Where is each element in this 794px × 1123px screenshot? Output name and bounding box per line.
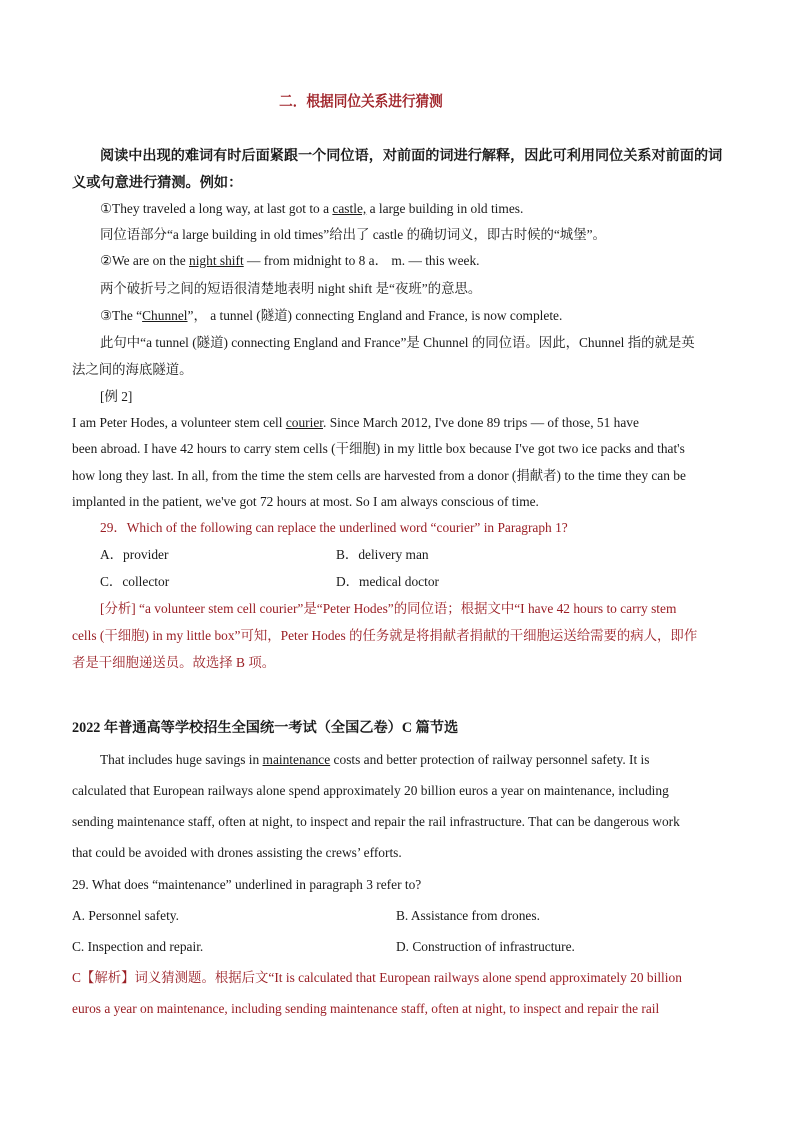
example-3-underlined-word: Chunnel [142, 308, 188, 323]
passage-1-pre: I am Peter Hodes, a volunteer stem cell [72, 415, 286, 430]
analysis-line-2: cells (干细胞) in my little box”可知，Peter Hodes 的任务就是将捐献者捐献的干细胞运送给需要的病人，即作 [72, 628, 698, 643]
example-3-sentence [100, 307, 562, 325]
intro-line-2: 义或句意进行猜测。例如： [72, 175, 243, 191]
passage-line-4: implanted in the patient, we've got 72 hours at most. So I am always conscious of time. [72, 494, 539, 509]
exam-option-d: D. Construction of infrastructure. [396, 939, 575, 954]
exam-heading: 2022 年普通高等学校招生全国统一考试（全国乙卷）C 篇节选 [72, 720, 459, 736]
example-3-note-2: 法之间的海底隧道。 [72, 362, 193, 377]
exam-passage-line-3: sending maintenance staff, often at night, to inspect and repair the rail infrastructure. That can be dangerous work [72, 814, 680, 829]
exam-question-29: 29. What does “maintenance” underlined in paragraph 3 refer to? [72, 877, 422, 892]
passage-line-3: how long they last. In all, from the time the stem cells are harvested from a donor (捐献者) to the time they can be [72, 468, 686, 483]
example-1-marker: ① [100, 201, 113, 216]
option-a: A．provider [100, 547, 169, 562]
passage-1-post: . Since March 2012, I've done 89 trips — of those, 51 have [323, 415, 639, 430]
courier-underlined: courier [285, 415, 323, 430]
exam-option-b: B. Assistance from drones. [396, 908, 540, 923]
example-1-post: a large building in old times. [366, 201, 524, 216]
exam-passage-line-4: that could be avoided with drones assisting the crews’ efforts. [72, 845, 402, 860]
option-c: C．collector [100, 574, 170, 589]
example-1-sentence [100, 200, 523, 218]
intro-line-1: 阅读中出现的难词有时后面紧跟一个同位语，对前面的词进行解释，因此可利用同位关系对前面的词 [100, 148, 723, 164]
exam-passage-line-2: calculated that European railways alone spend approximately 20 billion euros a year on maintenance, including [72, 783, 669, 798]
option-b: B．delivery man [336, 547, 429, 562]
question-29: 29．Which of the following can replace the underlined word “courier” in Paragraph 1? [100, 520, 568, 535]
section-title: 二．根据同位关系进行猜测 [279, 94, 443, 110]
analysis-line-1: [分析] “a volunteer stem cell courier”是“Peter Hodes”的同位语；根据文中“I have 42 hours to carry stem [100, 601, 677, 616]
exam-option-a: A. Personnel safety. [72, 908, 179, 923]
example-3-pre: The “ [112, 308, 143, 323]
example-2-underlined-word: night shift [189, 253, 244, 268]
maintenance-underlined: maintenance [262, 752, 331, 767]
example-1-note: 同位语部分“a large building in old times”给出了 castle 的确切词义，即古时候的“城堡”。 [100, 227, 606, 242]
example-2-pre: We are on the [112, 253, 190, 268]
example-label: [例 2] [100, 389, 133, 404]
example-2-note: 两个破折号之间的短语很清楚地表明 night shift 是“夜班”的意思。 [100, 281, 482, 296]
example-2-post: — from midnight to 8 a． m. — this week. [243, 253, 480, 268]
option-d: D．medical doctor [336, 574, 439, 589]
analysis-line-3: 者是干细胞递送员。故选择 B 项。 [72, 655, 276, 670]
exam-answer-line-1: C【解析】词义猜测题。根据后文“It is calculated that European railways alone spend approximately 20 billion [72, 970, 682, 985]
example-1-pre: They traveled a long way, at last got to a [112, 201, 333, 216]
exam-answer-line-2: euros a year on maintenance, including sending maintenance staff, often at night, to inspect and repair the rail [72, 1001, 660, 1016]
passage-line-1 [72, 414, 639, 432]
exam-passage-1-post: costs and better protection of railway personnel safety. It is [330, 752, 650, 767]
example-3-note-1: 此句中“a tunnel (隧道) connecting England and France”是 Chunnel 的同位语。因此，Chunnel 指的就是英 [100, 335, 695, 350]
example-2-marker: ② [100, 253, 113, 268]
example-3-post: ”， a tunnel (隧道) connecting England and France, is now complete. [187, 308, 563, 323]
example-2-sentence [100, 252, 480, 270]
exam-passage-1-pre: That includes huge savings in [100, 752, 263, 767]
passage-line-2: been abroad. I have 42 hours to carry stem cells (干细胞) in my little box because I've got two ice packs and that's [72, 441, 685, 456]
exam-option-c: C. Inspection and repair. [72, 939, 204, 954]
exam-passage-line-1 [100, 751, 650, 769]
example-3-marker: ③ [100, 308, 113, 323]
example-1-underlined-word: castle, [332, 201, 367, 216]
